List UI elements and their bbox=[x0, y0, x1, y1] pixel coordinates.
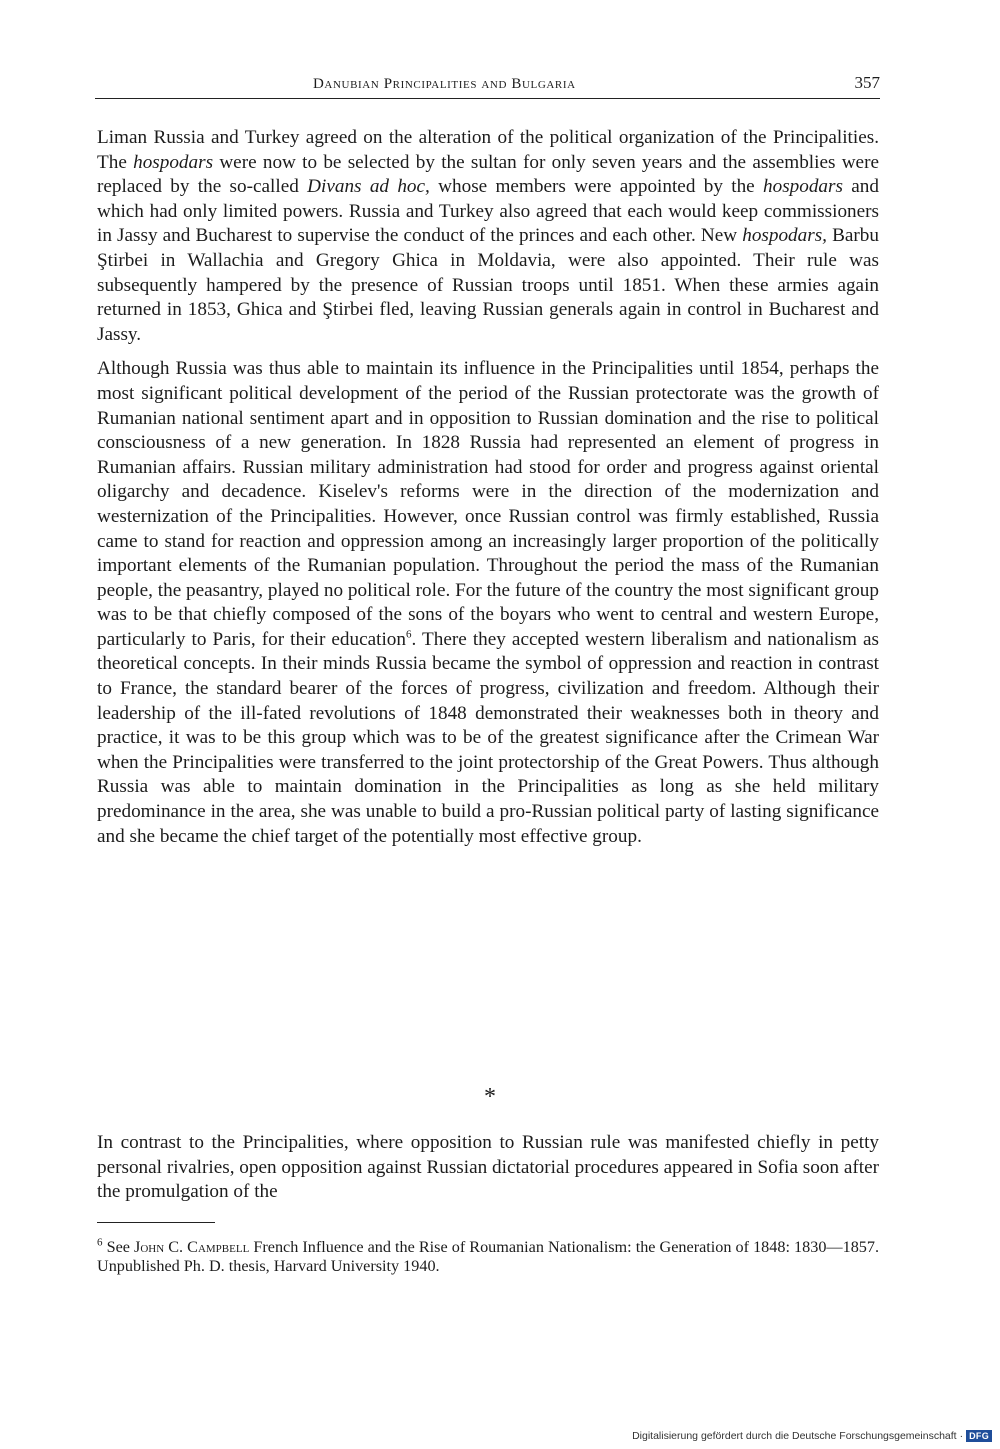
closing-text bbox=[97, 1131, 879, 1205]
main-text bbox=[97, 126, 879, 859]
text-segment: Although Russia was thus able to maintain its influence in the Principalities until 1854, perhaps the most significant political development of the period of the Russian protectorate was the growth of Rumanian national sentiment apart and in opposition to Russian domination and the rise to political consciousness of a new generation. In 1828 Russia had represented an element of progress in Rumanian affairs. Russian military administration had stood for order and progress against oriental oligarchy and decadence. Kiselev's reforms were in the direction of the modernization and westernization of the Principalities. However, once Russian control was firmly established, Russia came to stand for reaction and oppression among an increasingly larger proportion of the politically important elements of the Rumanian population. Throughout the period the mass of the Rumanian people, the peasantry, played no political role. For the future of the country the most significant group was to be that chiefly composed of the sons of the boyars who went to central and western Europe, particularly to Paris, for their education bbox=[97, 358, 879, 650]
text-segment: hospodars bbox=[133, 151, 214, 173]
text-segment: were now to be selected by the sultan for only seven years and the assemblies were replaced by the so-called bbox=[97, 151, 879, 198]
text-segment: Barbu Ştirbei in Wallachia and Gregory Ghica in Moldavia, were also appointed. Their rule was subsequently hampered by the presence of Russian troops until 1851. When these armies again returned in 1853, Ghica and Ştirbei fled, leaving Russian generals again in control in Bucharest and Jassy. bbox=[97, 225, 879, 345]
digitization-credit-text: Digitalisierung gefördert durch die Deutsche Forschungsgemeinschaft bbox=[632, 1430, 957, 1442]
dfg-logo: DFG bbox=[966, 1430, 992, 1442]
section-separator: * bbox=[484, 1084, 496, 1110]
footnote-author: John C. Campbell bbox=[134, 1238, 250, 1256]
footnote bbox=[97, 1238, 879, 1276]
text-segment: . There they accepted western liberalism and nationalism as theoretical concepts. In their minds Russia became the symbol of oppression and reaction in contrast to France, the standard bearer of the forces of progress, civilization and freedom. Although their leadership of the ill-fated revolutions of 1848 demonstrated their weaknesses both in theory and practice, it was to be this group which was to be of the greatest significance after the Crimean War when the Principalities were transferred to the joint protectorship of the Great Powers. Thus although Russia was able to maintain domination in the Principalities as long as she held military predominance in the area, she was unable to build a pro-Russian political party of lasting significance and she became the chief target of the potentially most effective group. bbox=[97, 628, 879, 847]
text-segment: hospodars, bbox=[742, 225, 827, 247]
text-segment: hospodars bbox=[763, 176, 843, 198]
digitization-credit: Digitalisierung gefördert durch die Deutsche Forschungsgemeinschaft · DFG bbox=[632, 1430, 992, 1442]
paragraph bbox=[97, 126, 879, 347]
running-title: Danubian Principalities and Bulgaria bbox=[313, 76, 576, 92]
text-segment: Liman Russia and Turkey agreed on the alteration of the political organization of the Principalities. The bbox=[97, 127, 879, 173]
text-segment: whose members were appointed by the bbox=[429, 176, 763, 198]
page-number: 357 bbox=[854, 73, 880, 92]
text-segment: and which had only limited powers. Russia and Turkey also agreed that each would keep commissioners in Jassy and Bucharest to supervise the conduct of the princes and each other. New bbox=[97, 176, 879, 247]
footnote-divider bbox=[97, 1222, 215, 1223]
footnote-reference: 6 bbox=[406, 628, 412, 641]
footnote-marker: 6 bbox=[97, 1236, 103, 1249]
paragraph bbox=[97, 357, 879, 849]
paragraph: In contrast to the Principalities, where opposition to Russian rule was manifested chiefly in petty personal rivalries, open opposition against Russian dictatorial procedures appeared in Sofia soon after the promulgation of the bbox=[97, 1132, 879, 1203]
footnote-text: French Influence and the Rise of Roumanian Nationalism: the Generation of 1848: 1830—1857. Unpublished Ph. D. thesis, Harvard University 1940. bbox=[97, 1238, 880, 1275]
page-header bbox=[95, 72, 880, 99]
footnote-see: See bbox=[106, 1238, 130, 1256]
text-segment: Divans ad hoc, bbox=[307, 176, 430, 198]
